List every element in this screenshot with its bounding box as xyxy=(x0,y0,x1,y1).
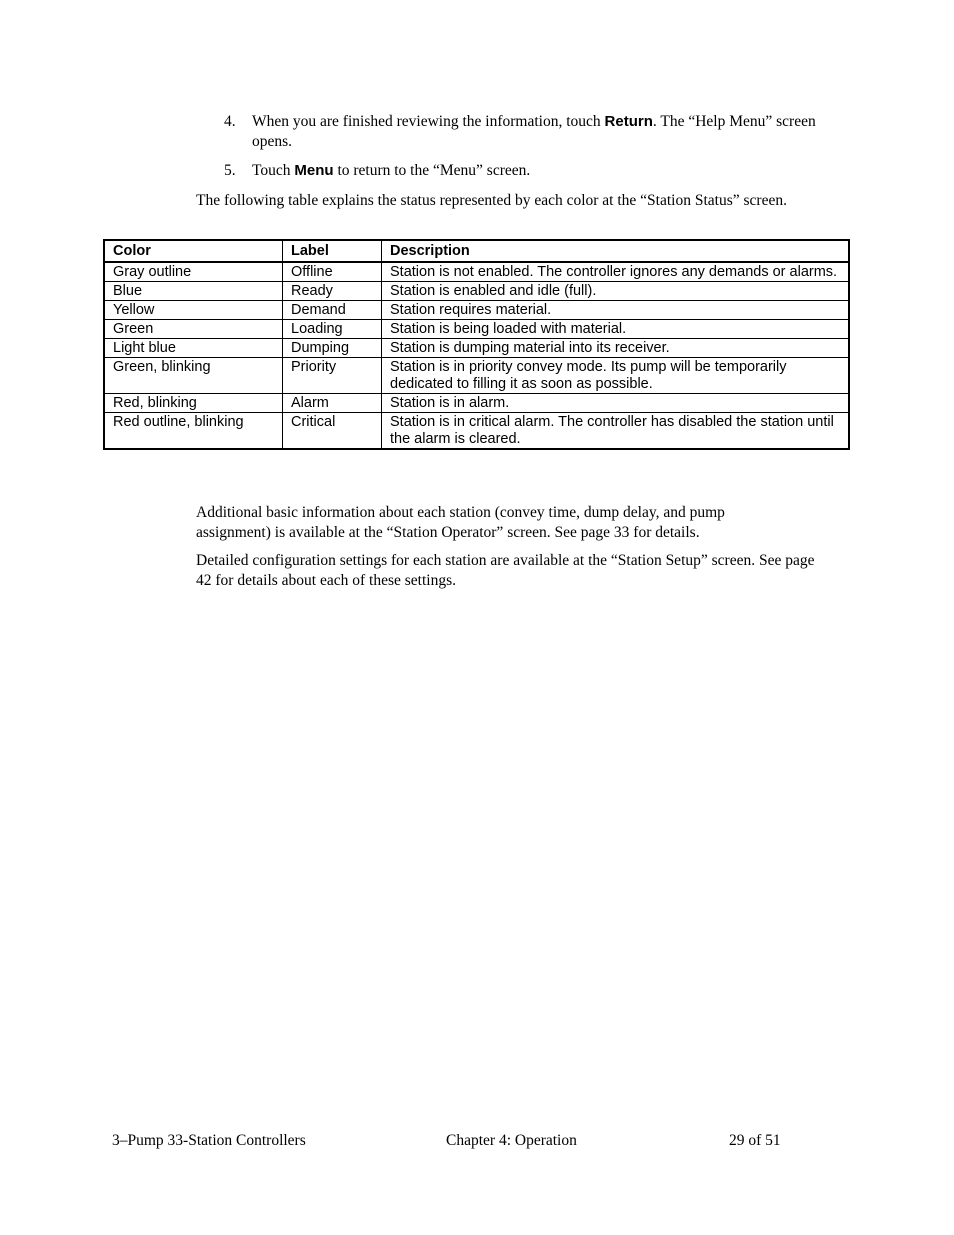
table-header-row xyxy=(104,240,849,262)
station-setup-paragraph: Detailed configuration settings for each station are available at the “Station Setup” screen. See page 42 for details about each of these settings. xyxy=(196,552,815,589)
step-text-before: When you are finished reviewing the information, touch xyxy=(252,113,605,130)
footer-document-title: 3–Pump 33-Station Controllers xyxy=(112,1132,306,1149)
header-label: Label xyxy=(283,240,382,262)
cell-label: Ready xyxy=(283,282,382,301)
table-row xyxy=(104,413,849,450)
cell-description: Station is dumping material into its receiver. xyxy=(382,339,850,358)
cell-description: Station is in alarm. xyxy=(382,394,850,413)
step-text-after: to return to the “Menu” screen. xyxy=(333,162,531,179)
cell-label: Priority xyxy=(283,358,382,394)
table-row xyxy=(104,339,849,358)
footer-chapter: Chapter 4: Operation xyxy=(446,1132,577,1149)
step-4 xyxy=(224,112,834,152)
cell-label: Offline xyxy=(283,262,382,282)
cell-color: Gray outline xyxy=(104,262,283,282)
cell-description: Station is in priority convey mode. Its pump will be temporarily dedicated to filling it as soon as possible. xyxy=(382,358,850,394)
step-number: 4. xyxy=(224,113,236,130)
cell-label: Loading xyxy=(283,320,382,339)
cell-label: Critical xyxy=(283,413,382,450)
cell-color: Blue xyxy=(104,282,283,301)
step-text-before: Touch xyxy=(252,162,295,179)
cell-description: Station is not enabled. The controller ignores any demands or alarms. xyxy=(382,262,850,282)
table-row xyxy=(104,358,849,394)
table-intro: The following table explains the status represented by each color at the “Station Status” screen. xyxy=(196,192,787,209)
step-text xyxy=(252,161,834,181)
return-button-reference: Return xyxy=(604,113,653,130)
cell-color: Red outline, blinking xyxy=(104,413,283,450)
header-color: Color xyxy=(104,240,283,262)
cell-color: Yellow xyxy=(104,301,283,320)
cell-color: Green, blinking xyxy=(104,358,283,394)
step-number: 5. xyxy=(224,162,236,179)
table-row xyxy=(104,262,849,282)
station-status-table xyxy=(103,239,850,450)
table-row xyxy=(104,320,849,339)
table-row xyxy=(104,282,849,301)
step-text xyxy=(252,112,834,152)
table-row xyxy=(104,301,849,320)
cell-color: Red, blinking xyxy=(104,394,283,413)
table-row xyxy=(104,394,849,413)
cell-color: Light blue xyxy=(104,339,283,358)
cell-description: Station is enabled and idle (full). xyxy=(382,282,850,301)
cell-label: Alarm xyxy=(283,394,382,413)
header-description: Description xyxy=(382,240,850,262)
station-operator-paragraph: Additional basic information about each station (convey time, dump delay, and pump assignment) is available at the “Station Operator” screen. See page 33 for details. xyxy=(196,504,725,541)
menu-button-reference: Menu xyxy=(294,162,334,179)
footer-page-number: 29 of 51 xyxy=(729,1132,781,1149)
cell-description: Station is in critical alarm. The controller has disabled the station until the alarm is cleared. xyxy=(382,413,850,450)
cell-description: Station requires material. xyxy=(382,301,850,320)
cell-label: Dumping xyxy=(283,339,382,358)
cell-description: Station is being loaded with material. xyxy=(382,320,850,339)
cell-color: Green xyxy=(104,320,283,339)
cell-label: Demand xyxy=(283,301,382,320)
step-text-after: . The “Help Menu” screen opens. xyxy=(252,113,816,150)
step-5 xyxy=(224,161,834,181)
